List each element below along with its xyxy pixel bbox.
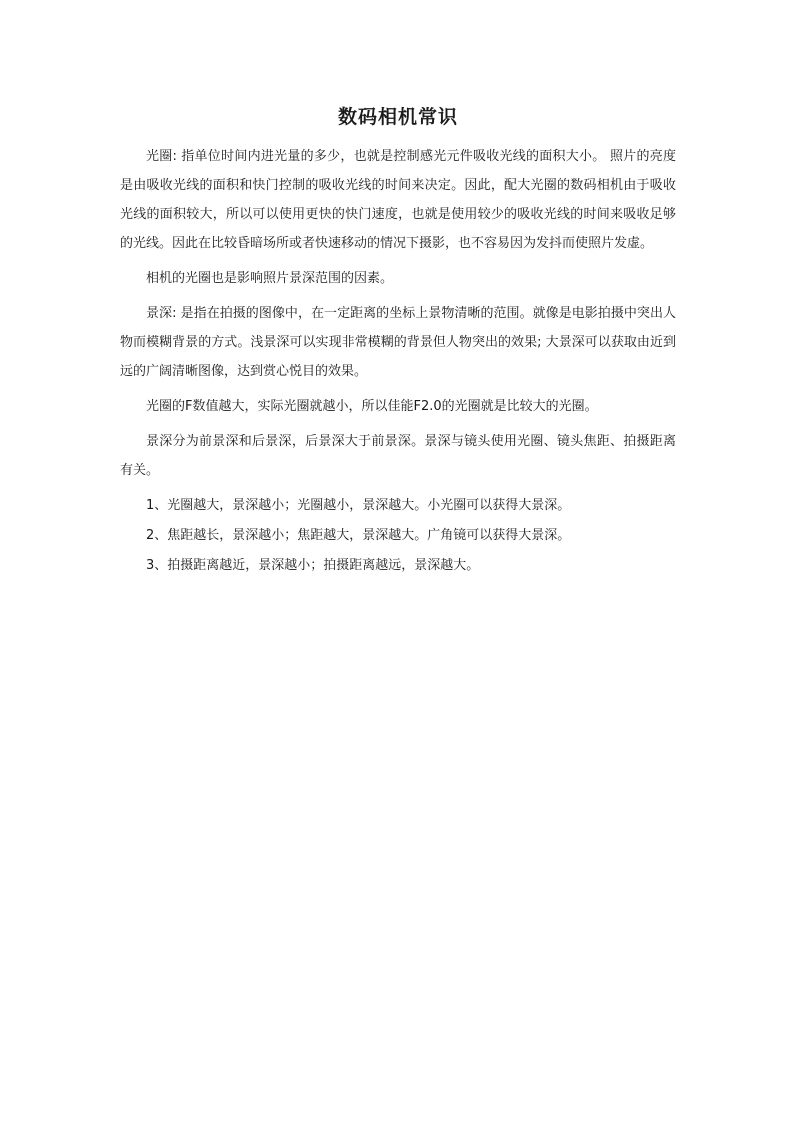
- paragraph-depth-factors: 景深分为前景深和后景深，后景深大于前景深。景深与镜头使用光圈、镜头焦距、拍摄距离有关。: [120, 434, 676, 478]
- document-page: [120, 100, 676, 581]
- paragraph-aperture: 光圈: 指单位时间内进光量的多少，也就是控制感光元件吸收光线的面积大小。 照片的亮度是由吸收光线的面积和快门控制的吸收光线的时间来决定。因此，配大光圈的数码相机由于吸收光线的面积较大，所以可以使用更快的快门速度，也就是使用较少的吸收光线的时间来吸收足够的光线。因此在比较昏暗场所或者快速移动的情况下摄影，也不容易因为发抖而使照片发虚。: [120, 149, 676, 251]
- paragraph-depth-of-field: 景深: 是指在拍摄的图像中，在一定距离的坐标上景物清晰的范围。就像是电影拍摄中突出人物而模糊背景的方式。浅景深可以实现非常模糊的背景但人物突出的效果; 大景深可以获取由近到远的广阔清晰图像，达到赏心悦目的效果。: [120, 306, 676, 379]
- list-item-aperture: 1、光圈越大，景深越小；光圈越小，景深越大。小光圈可以获得大景深。: [146, 498, 571, 513]
- page-title: 数码相机常识: [337, 106, 458, 128]
- list-item-focal-length: 2、焦距越长，景深越小；焦距越大，景深越大。广角镜可以获得大景深。: [146, 528, 571, 543]
- paragraph-f-number: 光圈的F数值越大，实际光圈就越小，所以佳能F2.0的光圈就是比较大的光圈。: [146, 399, 598, 414]
- paragraph-aperture-depth: 相机的光圈也是影响照片景深范围的因素。: [146, 271, 394, 286]
- list-item-distance: 3、拍摄距离越近，景深越小；拍摄距离越远，景深越大。: [146, 558, 480, 573]
